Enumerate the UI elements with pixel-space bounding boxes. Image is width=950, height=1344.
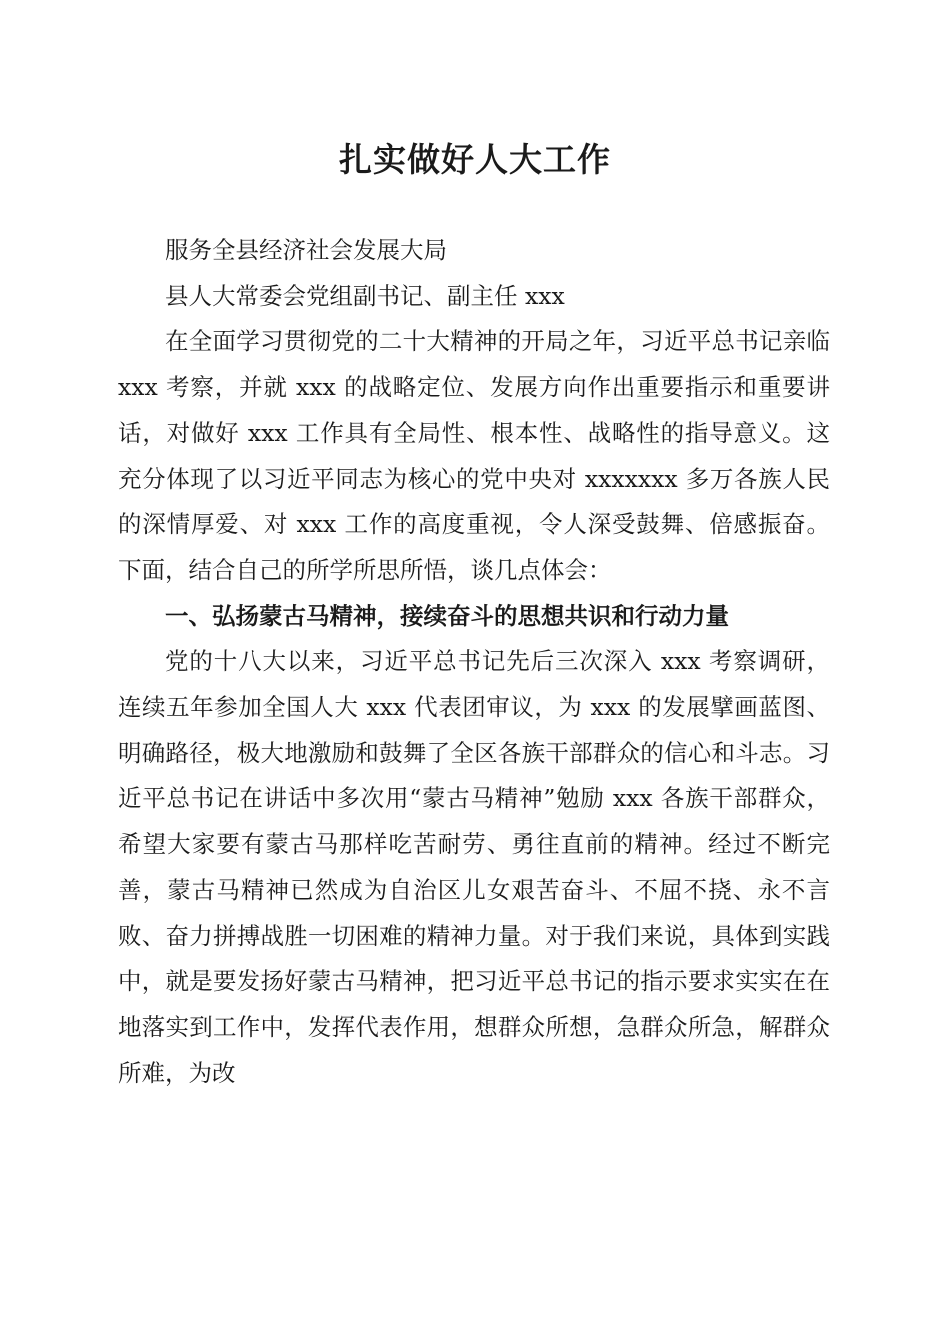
document-subtitle: 服务全县经济社会发展大局 <box>165 236 447 264</box>
intro-paragraph: 在全面学习贯彻党的二十大精神的开局之年，习近平总书记亲临 xxx 考察，并就 xxx 的战略定位、发展方向作出重要指示和重要讲话，对做好 xxx 工作具有全局性、根本性、战略性的指导意义。这充分体现了以习近平同志为核心的党中央对 xxxxxxx 多万各族人民的深情厚爱、对 xxx 工作的高度重视，令人深受鼓舞、倍感振奋。下面，结合自己的所学所思所悟，谈几点体会： <box>118 327 830 584</box>
document-body <box>118 228 830 1096</box>
section-1-paragraph: 党的十八大以来，习近平总书记先后三次深入 xxx 考察调研，连续五年参加全国人大 xxx 代表团审议，为 xxx 的发展擘画蓝图、明确路径，极大地激励和鼓舞了全区各族干部群众的信心和斗志。习近平总书记在讲话中多次用“蒙古马精神”勉励 xxx 各族干部群众，希望大家要有蒙古马那样吃苦耐劳、勇往直前的精神。经过不断完善，蒙古马精神已然成为自治区儿女艰苦奋斗、不屈不挠、永不言败、奋力拼搏战胜一切困难的精神力量。对于我们来说，具体到实践中，就是要发扬好蒙古马精神，把习近平总书记的指示要求实实在在地落实到工作中，发挥代表作用，想群众所想，急群众所急，解群众所难，为改 <box>118 647 830 1087</box>
section-heading-1: 一、弘扬蒙古马精神，接续奋斗的思想共识和行动力量 <box>165 601 729 630</box>
document-title: 扎实做好人大工作 <box>339 140 611 179</box>
document-author: 县人大常委会党组副书记、副主任 xxx <box>165 281 565 310</box>
